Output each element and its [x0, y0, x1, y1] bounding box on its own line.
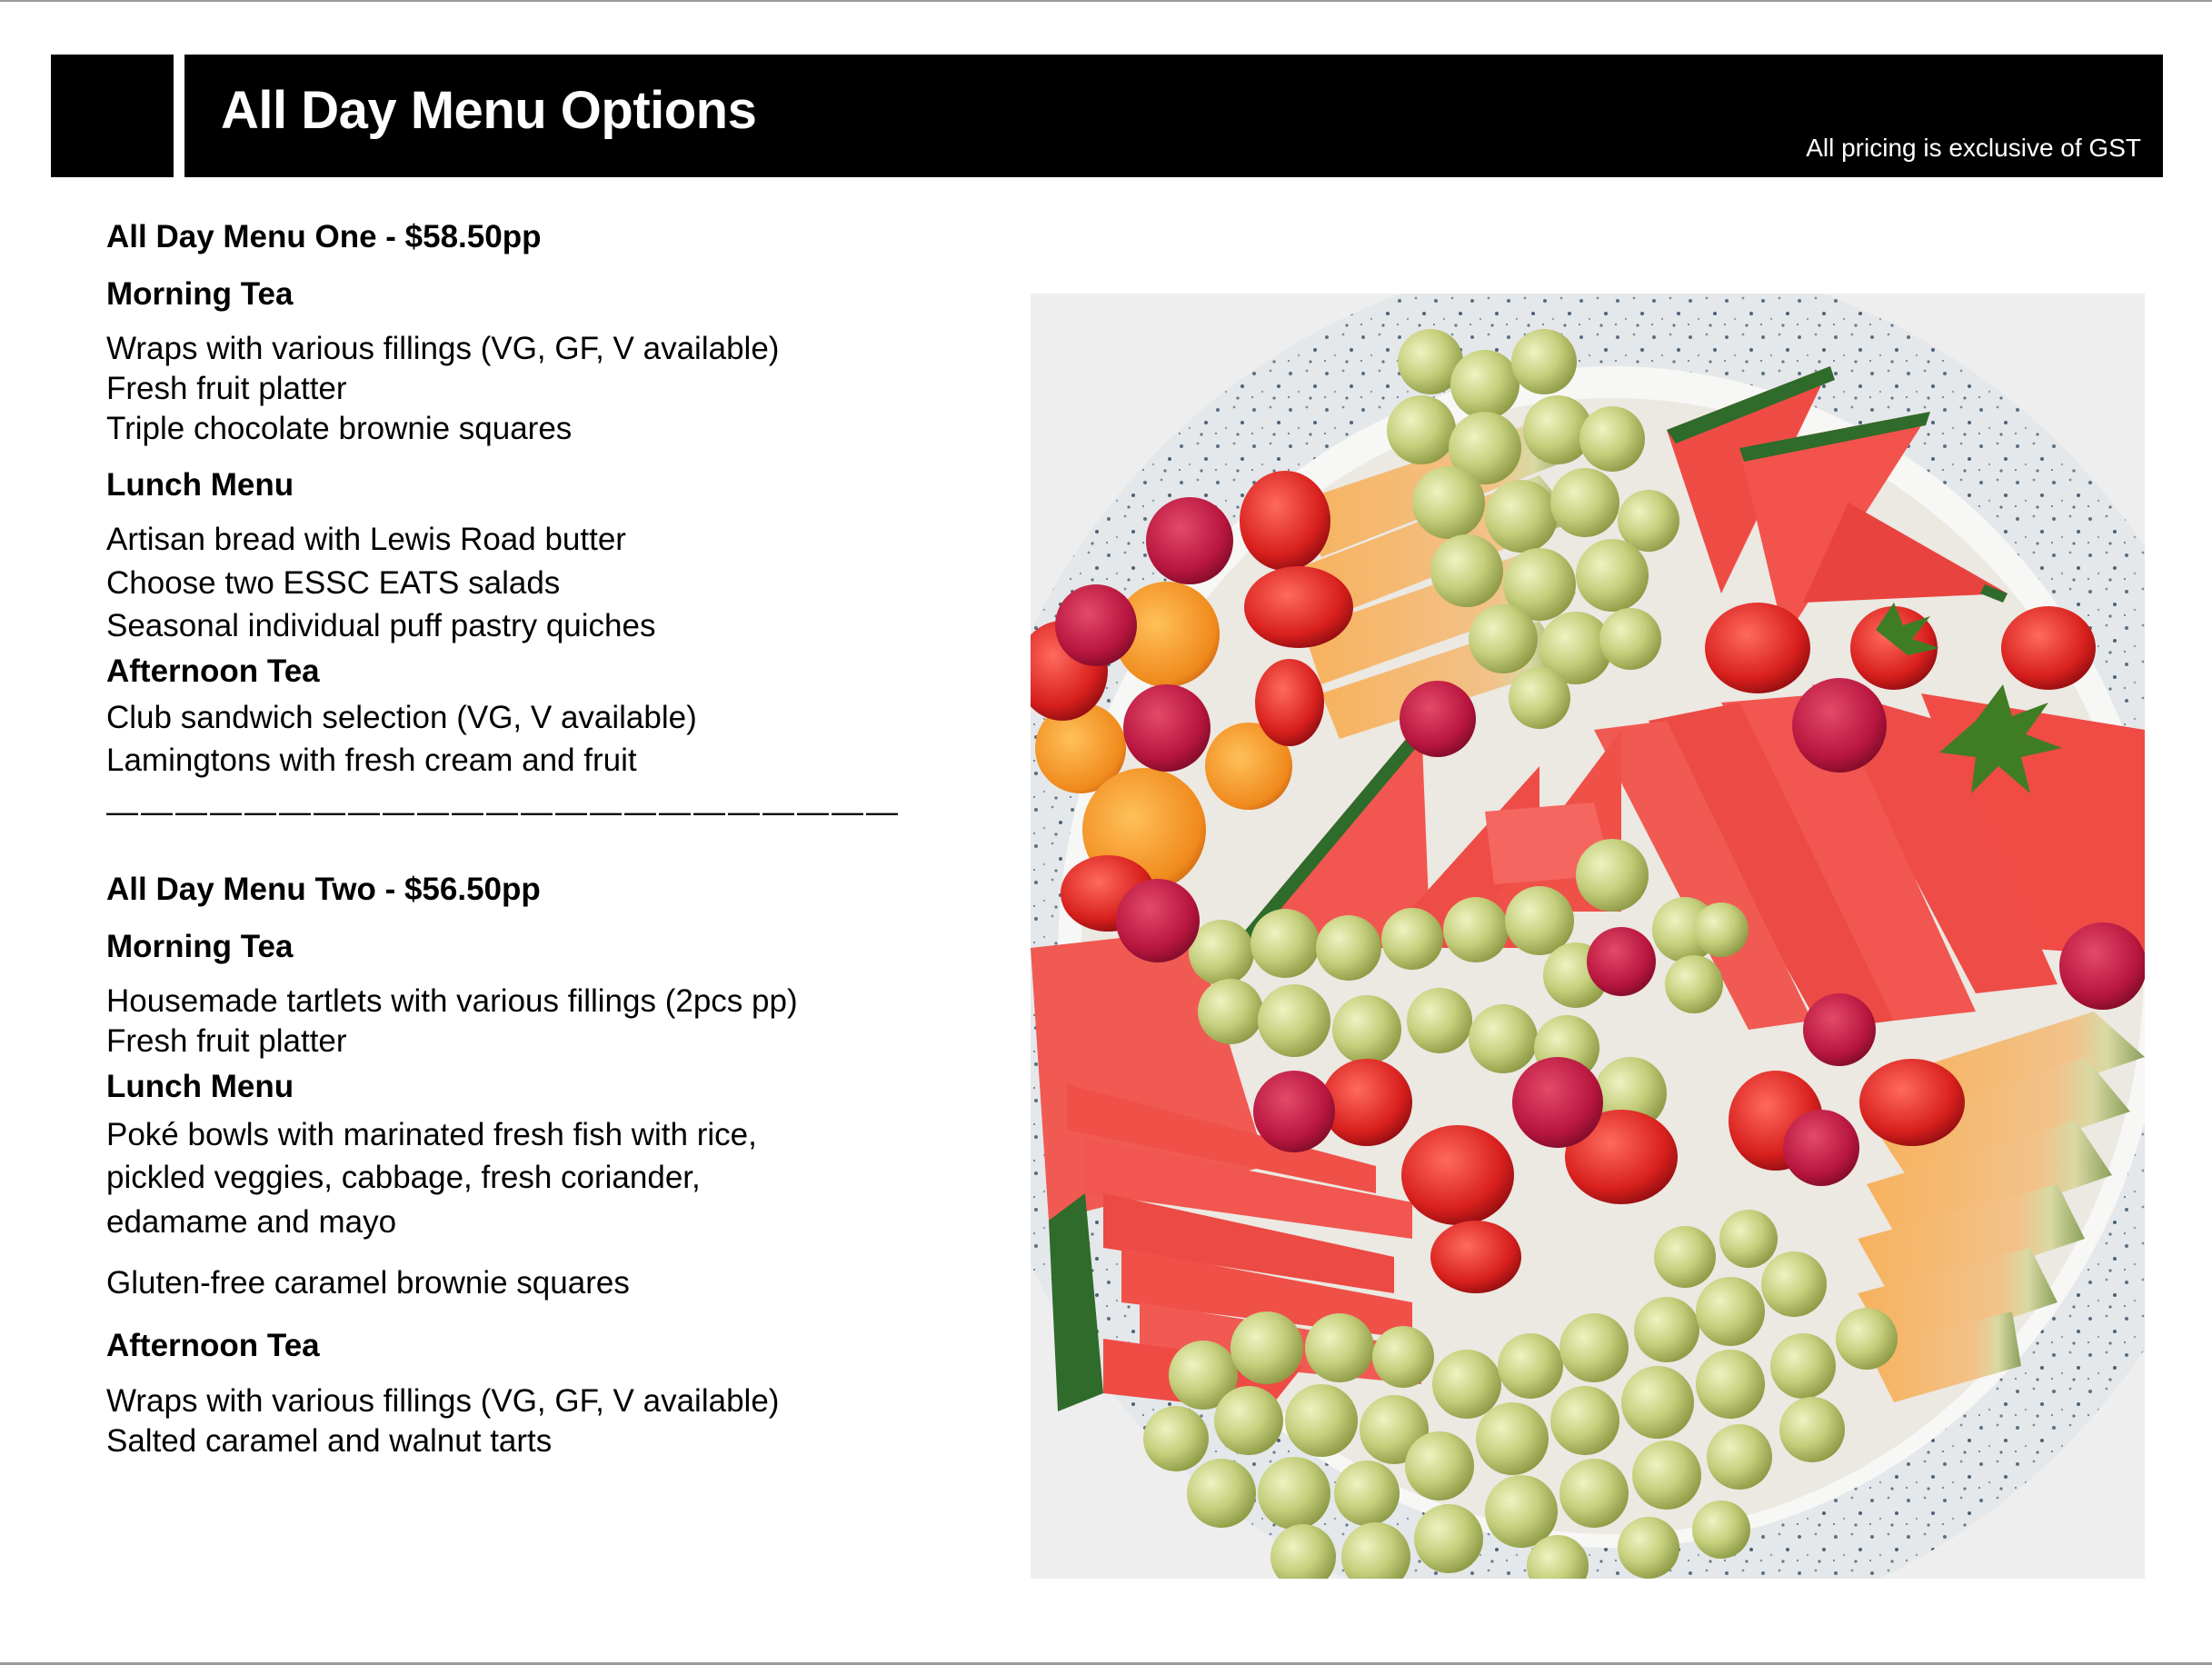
- menu-two-lunch-item: Poké bowls with marinated fresh fish with rice,: [106, 1117, 757, 1152]
- menu-one-lunch-item: Seasonal individual puff pastry quiches: [106, 608, 656, 643]
- menu-one-morning-tea-heading: Morning Tea: [106, 276, 294, 312]
- header-accent-block: [51, 55, 174, 177]
- menu-one-lunch-heading: Lunch Menu: [106, 467, 294, 503]
- menu-one-title: All Day Menu One - $58.50pp: [106, 219, 542, 254]
- menu-two-morning-tea-item: Housemade tartlets with various fillings (2pcs pp): [106, 983, 798, 1019]
- menu-one-afternoon-tea-item: Lamingtons with fresh cream and fruit: [106, 743, 637, 778]
- fruit-platter-photo: [1031, 294, 2145, 1579]
- menu-two-lunch-item: edamame and mayo: [106, 1204, 397, 1240]
- pricing-note: All pricing is exclusive of GST: [1806, 134, 2141, 162]
- menu-one-morning-tea-item: Triple chocolate brownie squares: [106, 411, 573, 446]
- menu-one-afternoon-tea-item: Club sandwich selection (VG, V available): [106, 700, 697, 735]
- page-title: All Day Menu Options: [221, 81, 757, 140]
- menu-two-afternoon-tea-item: Wraps with various fillings (VG, GF, V available): [106, 1383, 780, 1419]
- menu-one-morning-tea-item: Fresh fruit platter: [106, 371, 347, 406]
- menu-one-lunch-item: Artisan bread with Lewis Road butter: [106, 522, 626, 557]
- menu-two-afternoon-tea-heading: Afternoon Tea: [106, 1328, 320, 1363]
- menu-two-lunch-item: pickled veggies, cabbage, fresh coriander,: [106, 1160, 701, 1195]
- menu-two-title: All Day Menu Two - $56.50pp: [106, 872, 541, 907]
- header-bar: [184, 55, 2163, 177]
- menu-one-morning-tea-item: Wraps with various fillings (VG, GF, V available): [106, 331, 780, 366]
- menu-one-lunch-item: Choose two ESSC EATS salads: [106, 565, 561, 601]
- menu-two-morning-tea-heading: Morning Tea: [106, 929, 294, 964]
- menu-two-morning-tea-item: Fresh fruit platter: [106, 1023, 347, 1059]
- menu-two-lunch-item: Gluten-free caramel brownie squares: [106, 1265, 630, 1301]
- menu-one-afternoon-tea-heading: Afternoon Tea: [106, 653, 320, 689]
- menu-two-afternoon-tea-item: Salted caramel and walnut tarts: [106, 1423, 553, 1459]
- menu-two-lunch-heading: Lunch Menu: [106, 1069, 294, 1104]
- section-divider: ———————————————————————: [106, 794, 901, 830]
